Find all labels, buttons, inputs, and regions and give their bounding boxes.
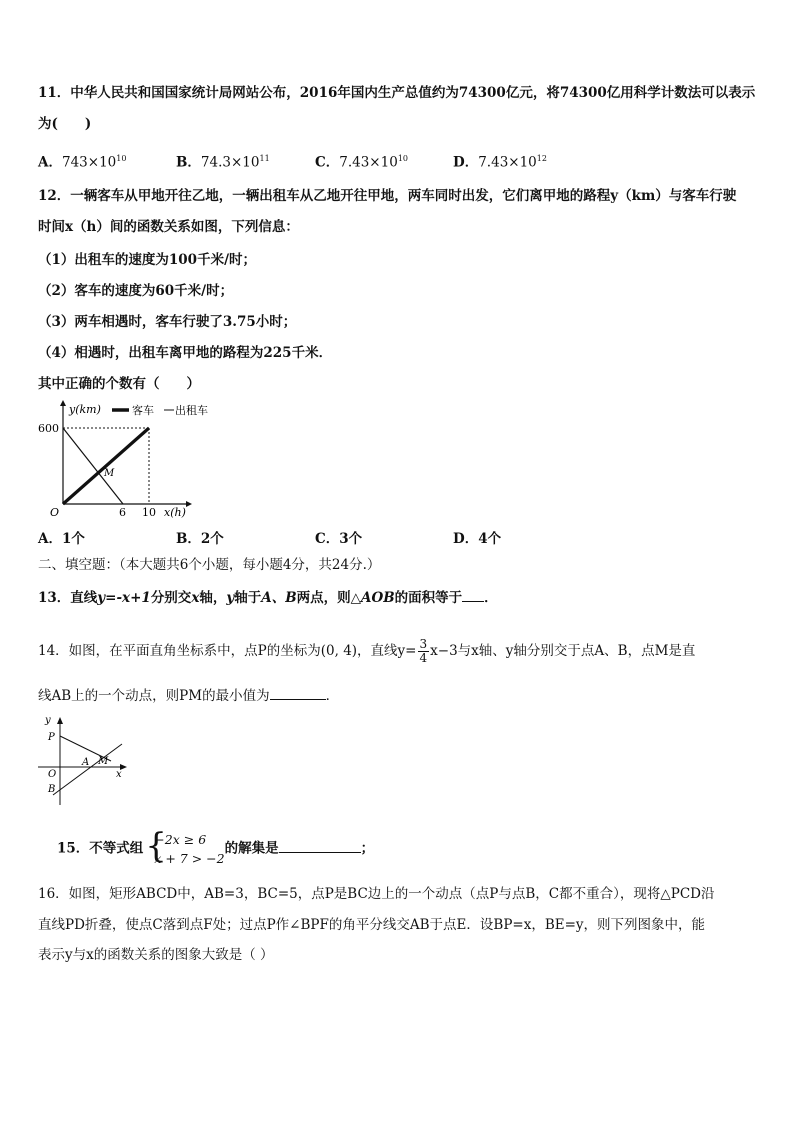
q12-y-tick: 600 [38, 422, 59, 435]
q14-line1: 14．如图，在平面直角坐标系中，点P的坐标为(0, 4)，直线y= $\frac{3}{4}$ x−3与x轴、y轴分别交于点A、B，点M是直 [38, 637, 696, 665]
q12-origin: O [50, 506, 60, 519]
svg-text:y: y [45, 715, 51, 726]
q16-line3: 表示y与x的函数关系的图象大致是（ ） [38, 947, 274, 963]
q12-graph [34, 398, 234, 522]
q16-line2: 直线PD折叠，使点C落到点F处；过点P作∠BPF的角平分线交AB于点E．设BP=x，BE=y，则下列图象中，能 [38, 917, 706, 933]
q12-y-label: y(km) [69, 403, 101, 416]
q16-line1: 16．如图，矩形ABCD中，AB=3，BC=5，点P是BC边上的一个动点（点P与点B，C都不重合），现将△PCD沿 [38, 886, 715, 902]
q14-answer-blank [270, 699, 326, 700]
q12-legend-bus: 客车 [132, 404, 154, 417]
q12-x-tick-6: 6 [119, 506, 126, 519]
q12-line2: 时间x（h）间的函数关系如图，下列信息： [38, 219, 299, 235]
q12-option-d: D．4个 [453, 531, 502, 547]
q11-option-d: D．$7.43\times 10^{12}$ [453, 154, 547, 171]
q15-line: 15．不等式组 { −2x ≥ 6 x + 7 > −2 的解集是 ； [57, 826, 375, 866]
q11-line1: 11．中华人民共和国国家统计局网站公布，2016年国内生产总值约为74300亿元，将74300亿用科学计数法可以表示 [38, 85, 756, 101]
q12-item-2: （2）客车的速度为60千米/时； [38, 283, 234, 299]
q11-option-c: C．$7.43\times 10^{10}$ [315, 154, 408, 171]
section-fill-in-heading: 二、填空题：（本大题共6个小题，每小题4分，共24分.） [38, 557, 381, 573]
svg-text:M: M [98, 756, 109, 767]
q12-bus-line [63, 428, 149, 504]
q14-fraction: $\frac{3}{4}$ [419, 637, 428, 665]
q12-x-label: x(h) [164, 506, 186, 519]
q13-line: 13．直线y=-x+1分别交x轴，y轴于A、B两点，则△AOB的面积等于 ． [38, 590, 498, 606]
q11-line2: 为( ) [38, 116, 92, 132]
svg-text:P: P [48, 732, 55, 743]
q15-inequality-system: { −2x ≥ 6 x + 7 > −2 [145, 826, 225, 866]
q12-option-b: B．2个 [176, 531, 224, 547]
q12-taxi-line [63, 428, 123, 504]
q14-figure [36, 712, 132, 810]
q12-point-m: M [104, 468, 115, 479]
q12-question: 其中正确的个数有（ ） [38, 376, 200, 392]
q11-option-b: B．$74.3\times 10^{11}$ [176, 154, 270, 171]
q12-option-a: A．1个 [38, 531, 85, 547]
svg-text:A: A [82, 757, 90, 768]
q12-item-3: （3）两车相遇时，客车行驶了3.75小时； [38, 314, 297, 330]
svg-text:O: O [48, 769, 57, 780]
q14-line2: 线AB上的一个动点，则PM的最小值为 ． [38, 688, 340, 704]
q12-line1: 12．一辆客车从甲地开往乙地，一辆出租车从乙地开往甲地，两车同时出发，它们离甲地的路程y（km）与客车行驶 [38, 188, 737, 204]
q12-x-tick-10: 10 [142, 506, 156, 519]
q15-answer-blank [279, 852, 361, 853]
q12-option-c: C．3个 [315, 531, 363, 547]
svg-text:B: B [48, 784, 56, 795]
q11-option-a: A．$743\times 10^{10}$ [38, 154, 127, 171]
svg-text:x: x [116, 769, 122, 780]
q13-answer-blank [462, 601, 484, 602]
q12-item-1: （1）出租车的速度为100千米/时； [38, 252, 257, 268]
q12-item-4: （4）相遇时，出租车离甲地的路程为225千米． [38, 345, 333, 361]
q12-legend-taxi: 出租车 [175, 404, 208, 417]
